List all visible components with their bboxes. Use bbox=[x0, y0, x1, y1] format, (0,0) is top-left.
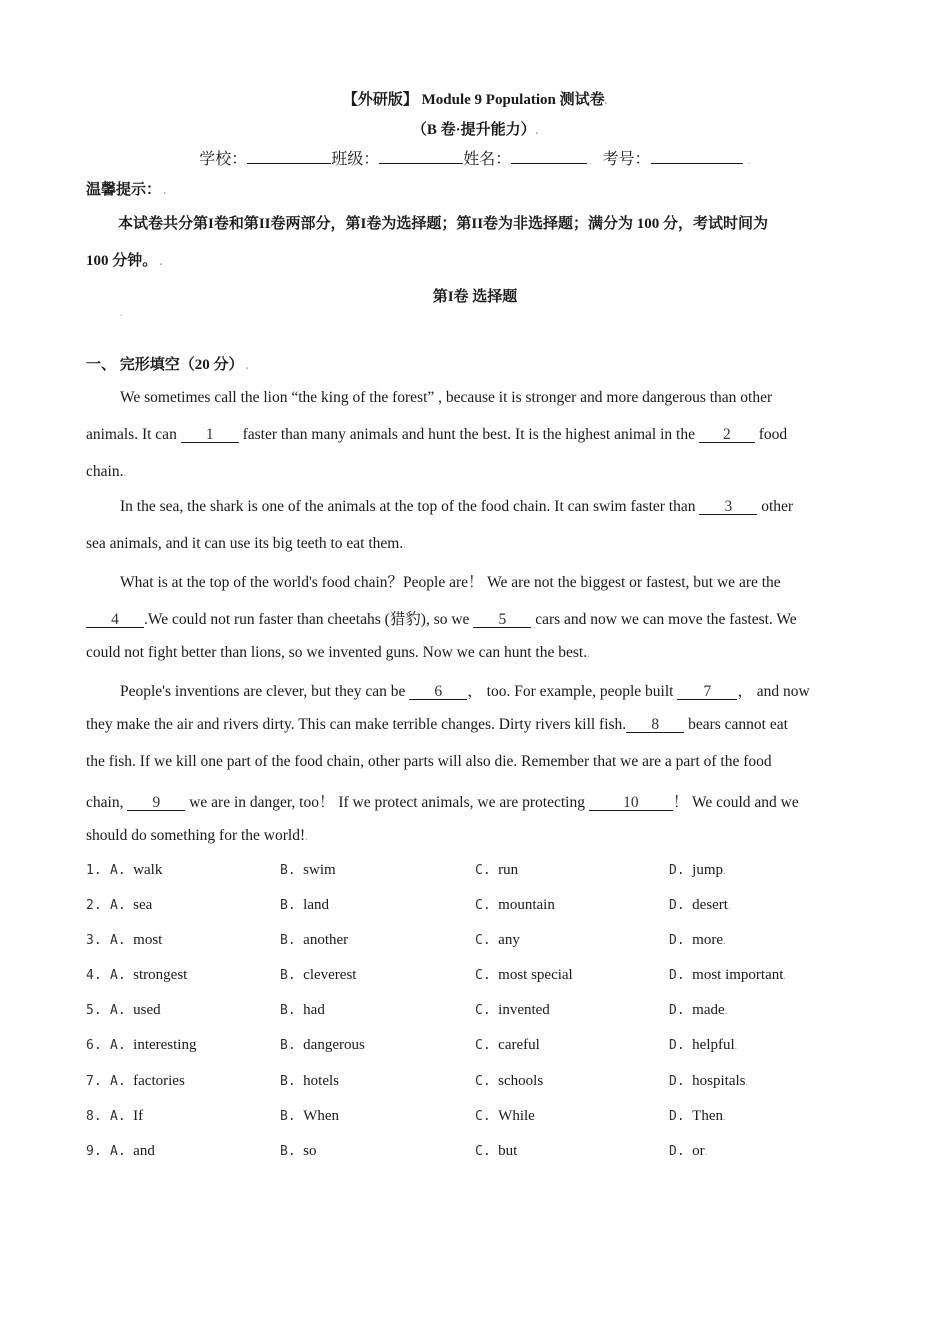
section1-title: 一、 完形填空（20 分） . bbox=[86, 357, 249, 373]
option-d[interactable]: D. Then. bbox=[669, 1108, 726, 1124]
doc-subtitle: （B 卷·提升能力）. bbox=[411, 122, 539, 138]
option-b[interactable]: B. so bbox=[280, 1143, 317, 1159]
passage-p1-line3: chain.. bbox=[86, 463, 126, 480]
passage-p1-line1: We sometimes call the lion “the king of the forest” , because it is stronger and more dangerous than other bbox=[120, 389, 773, 406]
option-b[interactable]: B. another bbox=[280, 932, 349, 948]
option-d[interactable]: D. hospitals. bbox=[669, 1073, 748, 1089]
passage-p2-line2: sea animals, and it can use its big teeth to eat them.. bbox=[86, 535, 406, 552]
passage-p4-line1: People's inventions are clever, but they can be 6 ， too. For example, people built 7 ， and now bbox=[120, 683, 810, 700]
blank-8[interactable]: 8 bbox=[626, 717, 684, 733]
passage-p1-line2: animals. It can 1 faster than many animals and hunt the best. It is the highest animal in the 2 food bbox=[86, 426, 788, 443]
paragraph-mark: . bbox=[120, 308, 123, 319]
option-b[interactable]: B. swim bbox=[280, 862, 336, 878]
option-a[interactable]: A. walk bbox=[110, 862, 163, 878]
school-label: 学校： bbox=[199, 149, 248, 168]
class-label: 班级： bbox=[331, 149, 380, 168]
option-a[interactable]: A. interesting bbox=[110, 1037, 197, 1053]
option-c[interactable]: C. any bbox=[475, 932, 520, 948]
passage-p3-line3: could not fight better than lions, so we invented guns. Now we can hunt the best.. bbox=[86, 644, 590, 661]
option-b[interactable]: B. cleverest bbox=[280, 967, 357, 983]
option-b[interactable]: B. dangerous bbox=[280, 1037, 365, 1053]
option-b[interactable]: B. hotels bbox=[280, 1073, 339, 1089]
option-d[interactable]: D. more. bbox=[669, 932, 726, 948]
blank-2[interactable]: 2 bbox=[699, 427, 755, 443]
option-a[interactable]: A. factories bbox=[110, 1073, 185, 1089]
option-b[interactable]: B. When bbox=[280, 1108, 339, 1124]
doc-title: 【外研版】 Module 9 Population 测试卷. bbox=[342, 92, 608, 108]
option-c[interactable]: C. most special bbox=[475, 967, 573, 983]
exam-no-blank[interactable] bbox=[651, 149, 743, 164]
option-c[interactable]: C. invented bbox=[475, 1002, 550, 1018]
passage-p3-line2: 4 .We could not run faster than cheetahs (猎豹), so we 5 cars and now we can move the fastest. We bbox=[86, 607, 797, 629]
option-c[interactable]: C. While bbox=[475, 1108, 535, 1124]
option-c[interactable]: C. run bbox=[475, 862, 519, 878]
option-a[interactable]: A. used bbox=[110, 1002, 161, 1018]
exam-no-label: 考号： bbox=[602, 149, 651, 168]
option-d[interactable]: D. jump. bbox=[669, 862, 726, 878]
blank-6[interactable]: 6 bbox=[409, 684, 467, 700]
option-a[interactable]: A. sea bbox=[110, 897, 153, 913]
blank-4[interactable]: 4 bbox=[86, 612, 144, 628]
option-c[interactable]: C. but bbox=[475, 1143, 518, 1159]
name-blank[interactable] bbox=[511, 149, 587, 164]
name-label: 姓名： bbox=[463, 149, 512, 168]
option-d[interactable]: D. helpful. bbox=[669, 1037, 738, 1053]
option-c[interactable]: C. schools bbox=[475, 1073, 544, 1089]
notice-body-line1: 本试卷共分第I卷和第II卷两部分，第I卷为选择题；第II卷为非选择题；满分为 100 分，考试时间为 bbox=[118, 216, 769, 232]
passage-p3-line1: What is at the top of the world's food chain？People are！ We are not the biggest or fastest, but we are the bbox=[120, 574, 781, 591]
school-blank[interactable] bbox=[247, 149, 331, 164]
option-d[interactable]: D. most important. bbox=[669, 967, 786, 983]
blank-7[interactable]: 7 bbox=[677, 684, 737, 700]
notice-body-line2: 100 分钟。 . bbox=[86, 253, 163, 269]
option-a[interactable]: A. and bbox=[110, 1143, 155, 1159]
class-blank[interactable] bbox=[379, 149, 463, 164]
passage-p2-line1: In the sea, the shark is one of the animals at the top of the food chain. It can swim faster than 3 other bbox=[120, 498, 794, 515]
blank-5[interactable]: 5 bbox=[473, 612, 531, 628]
passage-p4-line5: should do something for the world!. bbox=[86, 827, 308, 844]
blank-9[interactable]: 9 bbox=[127, 795, 185, 811]
student-info-line: 学校： 班级： 姓名： 考号： . bbox=[199, 149, 751, 168]
option-b[interactable]: B. land bbox=[280, 897, 329, 913]
option-b[interactable]: B. had bbox=[280, 1002, 325, 1018]
passage-p4-line2: they make the air and rivers dirty. This can make terrible changes. Dirty rivers kill fish. 8 bears cannot eat bbox=[86, 716, 788, 733]
passage-p4-line3: the fish. If we kill one part of the food chain, other parts will also die. Remember that we are a part of the food bbox=[86, 753, 772, 770]
option-a[interactable]: A. most bbox=[110, 932, 163, 948]
option-c[interactable]: C. careful bbox=[475, 1037, 540, 1053]
blank-10[interactable]: 10 bbox=[589, 795, 673, 811]
blank-1[interactable]: 1 bbox=[181, 427, 239, 443]
notice-heading: 温馨提示： . bbox=[86, 182, 167, 198]
blank-3[interactable]: 3 bbox=[699, 499, 757, 515]
option-a[interactable]: A. If bbox=[110, 1108, 144, 1124]
option-d[interactable]: D. or. bbox=[669, 1143, 708, 1159]
option-c[interactable]: C. mountain bbox=[475, 897, 555, 913]
option-d[interactable]: D. made. bbox=[669, 1002, 728, 1018]
option-d[interactable]: D. desert. bbox=[669, 897, 731, 913]
passage-p4-line4: chain, 9 we are in danger, too！ If we protect animals, we are protecting 10 ！ We could and we bbox=[86, 794, 799, 811]
option-a[interactable]: A. strongest bbox=[110, 967, 188, 983]
part1-title: 第I卷 选择题 bbox=[432, 289, 518, 305]
